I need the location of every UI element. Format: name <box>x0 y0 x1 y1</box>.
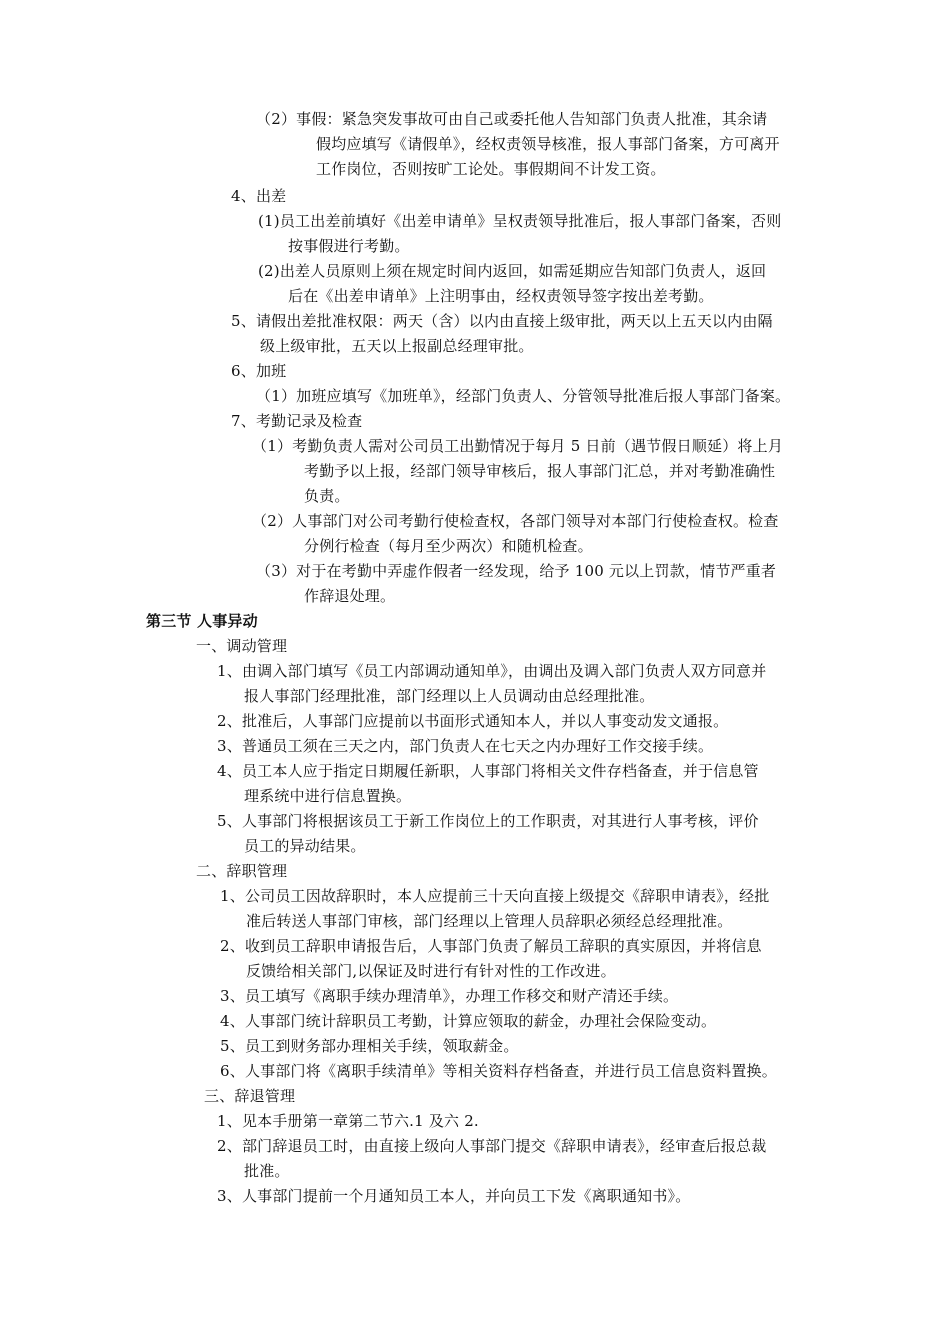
text-line: （2）人事部门对公司考勤行使检查权，各部门领导对本部门行使检查权。检查 <box>252 512 779 530</box>
text-line: 准后转送人事部门审核，部门经理以上管理人员辞职必须经总经理批准。 <box>246 912 733 930</box>
text-line: 二、辞职管理 <box>196 862 288 880</box>
text-line: 员工的异动结果。 <box>244 837 366 855</box>
text-line: 批准。 <box>244 1162 290 1180</box>
text-line: 作辞退处理。 <box>304 587 396 605</box>
text-line: 理系统中进行信息置换。 <box>244 787 412 805</box>
text-line: 负责。 <box>304 487 350 505</box>
text-line: （1）考勤负责人需对公司员工出勤情况于每月 5 日前（遇节假日顺延）将上月 <box>252 437 784 455</box>
text-line: （3）对于在考勤中弄虚作假者一经发现，给予 100 元以上罚款，情节严重者 <box>256 562 777 580</box>
text-line: 1、公司员工因故辞职时，本人应提前三十天向直接上级提交《辞职申请表》，经批 <box>220 887 770 905</box>
text-line: （2）事假：紧急突发事故可由自己或委托他人告知部门负责人批准，其余请 <box>256 110 768 128</box>
text-line: 5、请假出差批准权限：两天（含）以内由直接上级审批，两天以上五天以内由隔 <box>231 312 773 330</box>
text-line: 假均应填写《请假单》，经权责领导核准，报人事部门备案，方可离开 <box>316 135 780 153</box>
text-line: 4、出差 <box>231 187 287 205</box>
text-line: (1)员工出差前填好《出差申请单》呈权责领导批准后，报人事部门备案，否则 <box>258 212 782 230</box>
text-line: 1、由调入部门填写《员工内部调动通知单》，由调出及调入部门负责人双方同意并 <box>217 662 767 680</box>
text-line: 6、人事部门将《离职手续清单》等相关资料存档备查，并进行员工信息资料置换。 <box>220 1062 777 1080</box>
text-line: 2、部门辞退员工时，由直接上级向人事部门提交《辞职申请表》，经审查后报总裁 <box>217 1137 767 1155</box>
text-line: 报人事部门经理批准，部门经理以上人员调动由总经理批准。 <box>244 687 655 705</box>
text-line: （1）加班应填写《加班单》，经部门负责人、分管领导批准后报人事部门备案。 <box>256 387 791 405</box>
text-line: 分例行检查（每月至少两次）和随机检查。 <box>304 537 593 555</box>
text-line: 3、员工填写《离职手续办理清单》，办理工作移交和财产清还手续。 <box>220 987 679 1005</box>
text-line: 5、人事部门将根据该员工于新工作岗位上的工作职责，对其进行人事考核，评价 <box>217 812 759 830</box>
text-line: 后在《出差申请单》上注明事由，经权责领导签字按出差考勤。 <box>288 287 714 305</box>
text-line: 6、加班 <box>231 362 287 380</box>
text-line: 一、调动管理 <box>196 637 288 655</box>
text-line: 7、考勤记录及检查 <box>231 412 363 430</box>
text-line: 5、员工到财务部办理相关手续，领取薪金。 <box>220 1037 519 1055</box>
text-line: 4、员工本人应于指定日期履任新职，人事部门将相关文件存档备查，并于信息管 <box>217 762 759 780</box>
text-line: 工作岗位，否则按旷工论处。事假期间不计发工资。 <box>316 160 666 178</box>
text-line: 2、批准后，人事部门应提前以书面形式通知本人，并以人事变动发文通报。 <box>217 712 729 730</box>
text-line: 按事假进行考勤。 <box>288 237 410 255</box>
text-line: 3、人事部门提前一个月通知员工本人，并向员工下发《离职通知书》。 <box>217 1187 691 1205</box>
text-line: 2、收到员工辞职申请报告后，人事部门负责了解员工辞职的真实原因，并将信息 <box>220 937 762 955</box>
text-line: 4、人事部门统计辞职员工考勤，计算应领取的薪金，办理社会保险变动。 <box>220 1012 717 1030</box>
text-line: 级上级审批，五天以上报副总经理审批。 <box>260 337 534 355</box>
text-line: 反馈给相关部门,以保证及时进行有针对性的工作改进。 <box>246 962 616 980</box>
text-line: 三、辞退管理 <box>204 1087 296 1105</box>
section-heading: 第三节 人事异动 <box>146 612 258 630</box>
text-line: 3、普通员工须在三天之内，部门负责人在七天之内办理好工作交接手续。 <box>217 737 714 755</box>
text-line: 1、见本手册第一章第二节六.1 及六 2. <box>217 1112 479 1130</box>
text-line: 考勤予以上报，经部门领导审核后，报人事部门汇总，并对考勤准确性 <box>304 462 776 480</box>
text-line: (2)出差人员原则上须在规定时间内返回，如需延期应告知部门负责人，返回 <box>258 262 767 280</box>
